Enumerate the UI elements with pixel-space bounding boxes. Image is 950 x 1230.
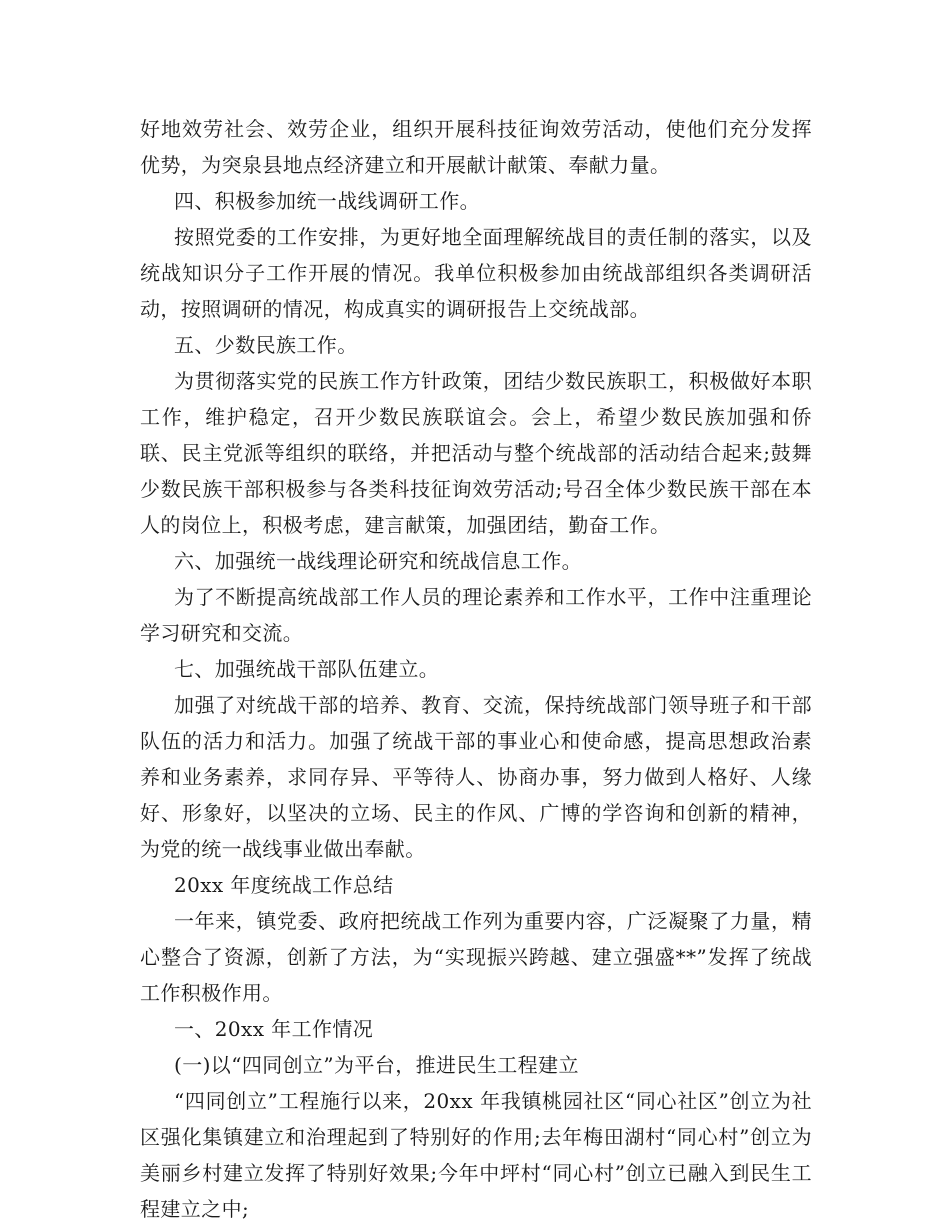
paragraph: 按照党委的工作安排，为更好地全面理解统战目的责任制的落实，以及统战知识分子工作开展的情况。我单位积极参加由统战部组织各类调研活动，按照调研的情况，构成真实的调研报告上交统战部。 bbox=[140, 225, 812, 321]
document-title: 20xx 年度统战工作总结 bbox=[174, 873, 394, 897]
paragraph: 好地效劳社会、效劳企业，组织开展科技征询效劳活动，使他们充分发挥优势，为突泉县地点经济建立和开展献计献策、奉献力量。 bbox=[140, 117, 812, 177]
section-heading: 六、加强统一战线理论研究和统战信息工作。 bbox=[174, 549, 582, 573]
paragraph: “四同创立”工程施行以来，20xx 年我镇桃园社区“同心社区”创立为社区强化集镇建立和治理起到了特别好的作用;去年梅田湖村“同心村”创立为美丽乡村建立发挥了特别好效果;今年中坪村“同心村”创立已融入到民生工程建立之中; bbox=[140, 1089, 812, 1221]
document-body bbox=[140, 111, 812, 1227]
paragraph: 为了不断提高统战部工作人员的理论素养和工作水平，工作中注重理论学习研究和交流。 bbox=[140, 585, 812, 645]
section-heading: 四、积极参加统一战线调研工作。 bbox=[174, 189, 480, 213]
section-heading: 一、20xx 年工作情况 bbox=[174, 1017, 374, 1041]
paragraph: 一年来，镇党委、政府把统战工作列为重要内容，广泛凝聚了力量，精心整合了资源，创新了方法，为“实现振兴跨越、建立强盛**”发挥了统战工作积极作用。 bbox=[140, 909, 812, 1005]
paragraph: 加强了对统战干部的培养、教育、交流，保持统战部门领导班子和干部队伍的活力和活力。加强了统战干部的事业心和使命感，提高思想政治素养和业务素养，求同存异、平等待人、协商办事，努力做到人格好、人缘好、形象好，以坚决的立场、民主的作风、广博的学咨询和创新的精神，为党的统一战线事业做出奉献。 bbox=[140, 693, 812, 861]
paragraph: 为贯彻落实党的民族工作方针政策，团结少数民族职工，积极做好本职工作，维护稳定，召开少数民族联谊会。会上，希望少数民族加强和侨联、民主党派等组织的联络，并把活动与整个统战部的活动结合起来;鼓舞少数民族干部积极参与各类科技征询效劳活动;号召全体少数民族干部在本人的岗位上，积极考虑，建言献策，加强团结，勤奋工作。 bbox=[140, 369, 812, 537]
section-heading: 五、少数民族工作。 bbox=[174, 333, 358, 357]
subsection-heading: (一)以“四同创立”为平台，推进民生工程建立 bbox=[174, 1053, 579, 1077]
section-heading: 七、加强统战干部队伍建立。 bbox=[174, 657, 440, 681]
